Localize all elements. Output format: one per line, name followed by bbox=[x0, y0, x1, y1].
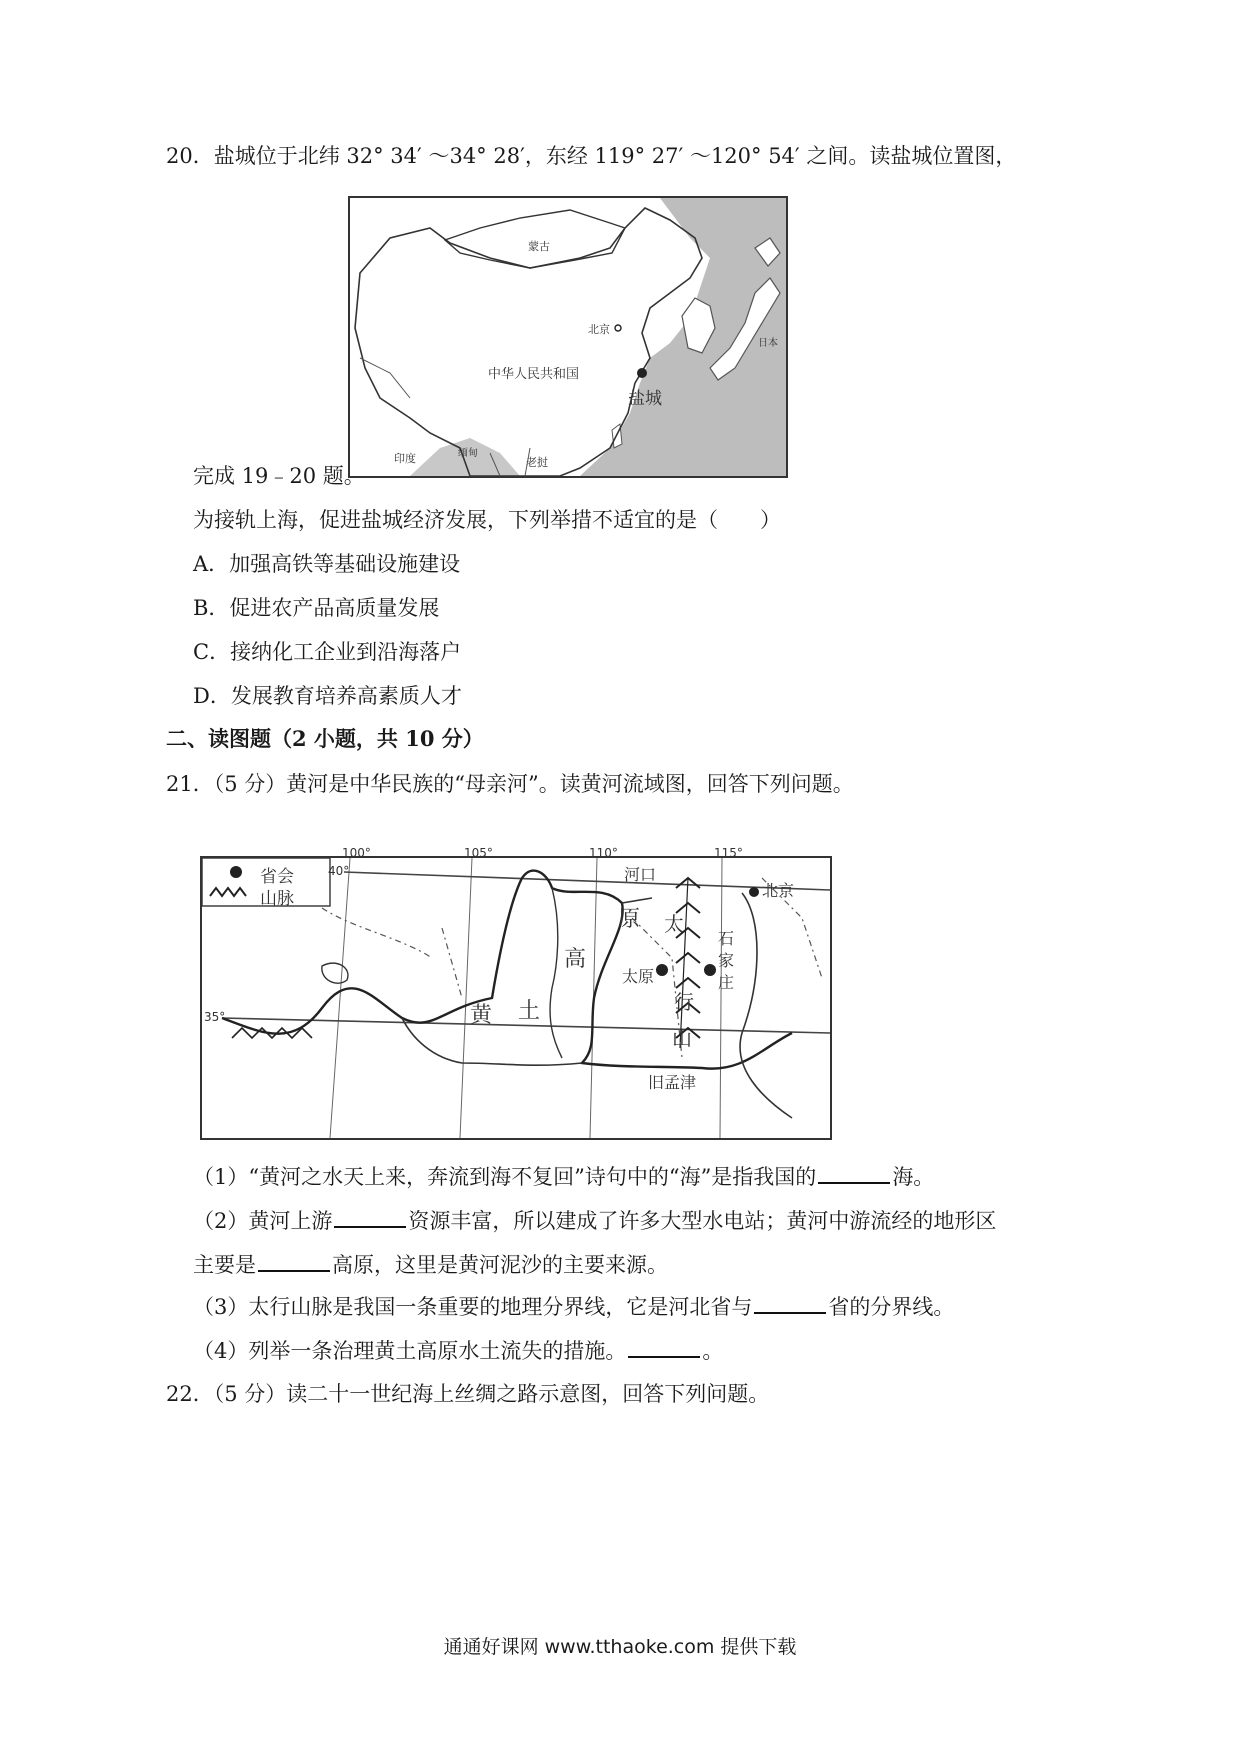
map-label-mongolia: 蒙古 bbox=[528, 240, 550, 253]
lon-label-105: 105° bbox=[464, 846, 493, 860]
q21-sub2-mid: 资源丰富，所以建成了许多大型水电站；黄河中游流经的地形区 bbox=[408, 1209, 997, 1233]
map-label-yancheng: 盐城 bbox=[628, 389, 662, 409]
region-hang: 行 bbox=[674, 990, 694, 1014]
q21-sub4-blank[interactable] bbox=[628, 1336, 700, 1358]
q21-sub1-tail: 海。 bbox=[892, 1165, 935, 1189]
q21-sub2-blank-2[interactable] bbox=[258, 1250, 330, 1272]
q21-sub2-text: （2）黄河上游 bbox=[193, 1209, 333, 1233]
q21-title: 21．（5 分）黄河是中华民族的“母亲河”。读黄河流域图，回答下列问题。 bbox=[166, 772, 854, 796]
place-beijing: 北京 bbox=[762, 881, 795, 900]
map-label-laos: 老挝 bbox=[526, 456, 548, 469]
q21-sub4-text: （4）列举一条治理黄土高原水土流失的措施。 bbox=[193, 1339, 627, 1363]
q20-option-a: A．加强高铁等基础设施建设 bbox=[193, 552, 461, 576]
map-label-japan: 日本 bbox=[758, 338, 778, 349]
q20-option-c: C．接纳化工企业到沿海落户 bbox=[193, 640, 462, 664]
region-tai: 太 bbox=[664, 912, 684, 936]
q20-option-d: D．发展教育培养高素质人才 bbox=[193, 684, 462, 708]
legend-mountain-label: 山脉 bbox=[260, 889, 294, 909]
q21-sub2-cont bbox=[193, 1250, 668, 1279]
q21-sub3-tail: 省的分界线。 bbox=[828, 1295, 955, 1319]
q20-question: 为接轨上海，促进盐城经济发展，下列举措不适宜的是（ ） bbox=[193, 508, 781, 532]
map-label-prc: 中华人民共和国 bbox=[488, 367, 580, 382]
yellow-river-map-graphic bbox=[202, 858, 830, 1138]
place-old-mengjin: 旧孟津 bbox=[648, 1073, 697, 1092]
lon-label-115: 115° bbox=[714, 846, 743, 860]
q21-sub1-blank[interactable] bbox=[818, 1162, 890, 1184]
section-2-title: 二、读图题（2 小题，共 10 分） bbox=[166, 726, 484, 751]
region-tu: 土 bbox=[518, 999, 541, 1024]
lon-label-110: 110° bbox=[589, 846, 618, 860]
q20-option-b: B．促进农产品高质量发展 bbox=[193, 596, 440, 620]
yancheng-location-map bbox=[348, 196, 788, 478]
lat-label-35: 35° bbox=[204, 1010, 226, 1024]
region-huang: 黄 bbox=[470, 1003, 493, 1028]
q21-sub3-blank[interactable] bbox=[754, 1292, 826, 1314]
map-label-beijing: 北京 bbox=[588, 323, 610, 336]
q21-sub1 bbox=[193, 1162, 934, 1191]
q20-after-map: 完成 19﹣20 题。 bbox=[193, 464, 365, 488]
q21-sub3-text: （3）太行山脉是我国一条重要的地理分界线，它是河北省与 bbox=[193, 1295, 753, 1319]
q21-sub2 bbox=[193, 1206, 996, 1235]
legend-capital-label: 省会 bbox=[260, 867, 294, 887]
region-shan: 山 bbox=[672, 1026, 692, 1050]
q22-title: 22．（5 分）读二十一世纪海上丝绸之路示意图，回答下列问题。 bbox=[166, 1382, 770, 1406]
region-gao: 高 bbox=[564, 947, 587, 972]
lon-label-100: 100° bbox=[342, 846, 371, 860]
q21-sub2-cont-text: 主要是 bbox=[193, 1253, 256, 1277]
q20-intro: 20．盐城位于北纬 32° 34′ ～34° 28′，东经 119° 27′ ～120° 54′ 之间。读盐城位置图， bbox=[166, 144, 1017, 168]
place-taiyuan: 太原 bbox=[622, 967, 655, 986]
map-label-india: 印度 bbox=[394, 452, 416, 465]
region-yuan: 原 bbox=[618, 907, 641, 932]
yellow-river-map bbox=[200, 846, 832, 1140]
place-hekou: 河口 bbox=[624, 865, 657, 884]
q21-sub4 bbox=[193, 1336, 723, 1365]
lat-label-40: 40° bbox=[328, 864, 350, 878]
q21-sub3 bbox=[193, 1292, 954, 1321]
page-footer: 通通好课网 www.tthaoke.com 提供下载 bbox=[443, 1636, 797, 1658]
q21-sub4-tail: 。 bbox=[702, 1339, 724, 1363]
q21-sub1-text: （1）“黄河之水天上来，奔流到海不复回”诗句中的“海”是指我国的 bbox=[193, 1165, 817, 1189]
map-label-myanmar: 缅甸 bbox=[458, 448, 478, 459]
q21-sub2-tail: 高原，这里是黄河泥沙的主要来源。 bbox=[332, 1253, 668, 1277]
yancheng-map-graphic bbox=[350, 198, 786, 476]
place-shijiazhuang: 石家庄 bbox=[718, 929, 735, 992]
q21-sub2-blank-1[interactable] bbox=[334, 1206, 406, 1228]
